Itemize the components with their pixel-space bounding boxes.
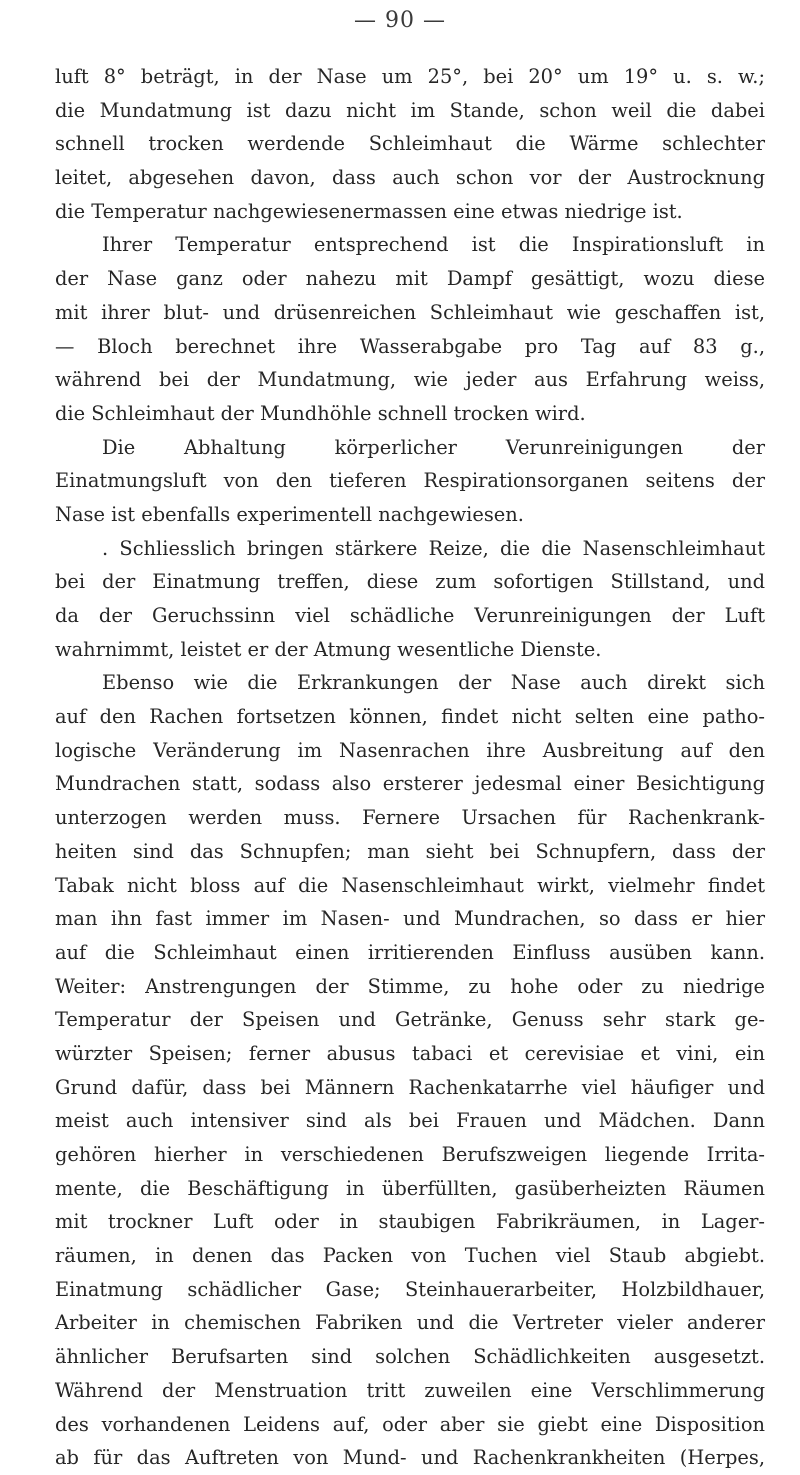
text-line: gehören hierher in verschiedenen Berufszweigen liegende Irrita-: [55, 1143, 765, 1166]
text-line: meist auch intensiver sind als bei Frauen und Mädchen. Dann: [55, 1109, 765, 1133]
body-text: [55, 60, 765, 1475]
text-line: Nase ist ebenfalls experimentell nachgewiesen.: [55, 502, 524, 526]
text-line: man ihn fast immer im Nasen- und Mundrachen, so dass er hier: [55, 907, 765, 931]
text-line: mit ihrer blut- und drüsenreichen Schleimhaut wie geschaffen ist,: [55, 300, 765, 324]
text-line: mente, die Beschäftigung in überfüllten, gasüberheizten Räumen: [55, 1176, 765, 1200]
text-line: Tabak nicht bloss auf die Nasenschleimhaut wirkt, vielmehr findet: [55, 873, 765, 897]
text-line: da der Geruchssinn viel schädliche Verunreinigungen der Luft: [55, 604, 765, 627]
text-line: würzter Speisen; ferner abusus tabaci et cerevisiae et vini, ein: [55, 1041, 765, 1065]
text-line: leitet, abgesehen davon, dass auch schon vor der Austrocknung: [55, 166, 765, 190]
text-line: heiten sind das Schnupfen; man sieht bei Schnupfern, dass der: [55, 839, 765, 863]
text-line: auf den Rachen fortsetzen können, findet nicht selten eine patho-: [55, 705, 765, 729]
text-line: bei der Einatmung treffen, diese zum sofortigen Stillstand, und: [55, 570, 765, 594]
text-line: mit trockner Luft oder in staubigen Fabrikräumen, in Lager-: [55, 1210, 765, 1234]
text-line: Die Abhaltung körperlicher Verunreinigungen der: [102, 435, 765, 459]
text-line: auf die Schleimhaut einen irritierenden Einfluss ausüben kann.: [55, 940, 765, 964]
text-line: Arbeiter in chemischen Fabriken und die Vertreter vieler anderer: [55, 1311, 765, 1335]
text-line: wahrnimmt, leistet er der Atmung wesentliche Dienste.: [55, 637, 602, 661]
text-line: — Bloch berechnet ihre Wasserabgabe pro Tag auf 83 g.,: [55, 334, 765, 358]
text-line: Grund dafür, dass bei Männern Rachenkatarrhe viel häufiger und: [55, 1075, 765, 1099]
text-line: räumen, in denen das Packen von Tuchen viel Staub abgiebt.: [55, 1244, 765, 1268]
text-line: die Mundatmung ist dazu nicht im Stande, schon weil die dabei: [55, 98, 765, 122]
text-line: Einatmung schädlicher Gase; Steinhauerarbeiter, Holzbildhauer,: [55, 1277, 765, 1301]
text-line: ab für das Auftreten von Mund- und Rachenkrankheiten (Herpes,: [55, 1446, 765, 1470]
text-line: der Nase ganz oder nahezu mit Dampf gesättigt, wozu diese: [55, 267, 765, 291]
text-line: logische Veränderung im Nasenrachen ihre Ausbreitung auf den: [55, 738, 765, 762]
text-line: ähnlicher Berufsarten sind solchen Schädlichkeiten ausgesetzt.: [55, 1345, 765, 1369]
text-line: unterzogen werden muss. Fernere Ursachen für Rachenkrank-: [55, 806, 765, 830]
text-line: . Schliesslich bringen stärkere Reize, die die Nasenschleimhaut: [102, 536, 765, 560]
text-line: Einatmungsluft von den tieferen Respirationsorganen seitens der: [55, 469, 765, 493]
text-line: Ihrer Temperatur entsprechend ist die Inspirationsluft in: [102, 233, 765, 257]
page-number: — 90 —: [354, 8, 446, 33]
text-line: Mundrachen statt, sodass also ersterer jedesmal einer Besichtigung: [55, 772, 765, 796]
text-line: Weiter: Anstrengungen der Stimme, zu hohe oder zu niedrige: [55, 974, 765, 998]
text-line: luft 8° beträgt, in der Nase um 25°, bei 20° um 19° u. s. w.;: [55, 65, 765, 88]
text-line: die Temperatur nachgewiesenermassen eine etwas niedrige ist.: [55, 199, 683, 223]
text-line: während bei der Mundatmung, wie jeder aus Erfahrung weiss,: [55, 368, 765, 392]
text-line: des vorhandenen Leidens auf, oder aber sie giebt eine Disposition: [55, 1412, 765, 1436]
text-line: die Schleimhaut der Mundhöhle schnell trocken wird.: [55, 401, 586, 425]
text-line: schnell trocken werdende Schleimhaut die Wärme schlechter: [55, 132, 765, 156]
text-line: Ebenso wie die Erkrankungen der Nase auch direkt sich: [102, 671, 765, 695]
text-line: Temperatur der Speisen und Getränke, Genuss sehr stark ge-: [55, 1008, 765, 1032]
text-line: Während der Menstruation tritt zuweilen eine Verschlimmerung: [55, 1378, 765, 1402]
